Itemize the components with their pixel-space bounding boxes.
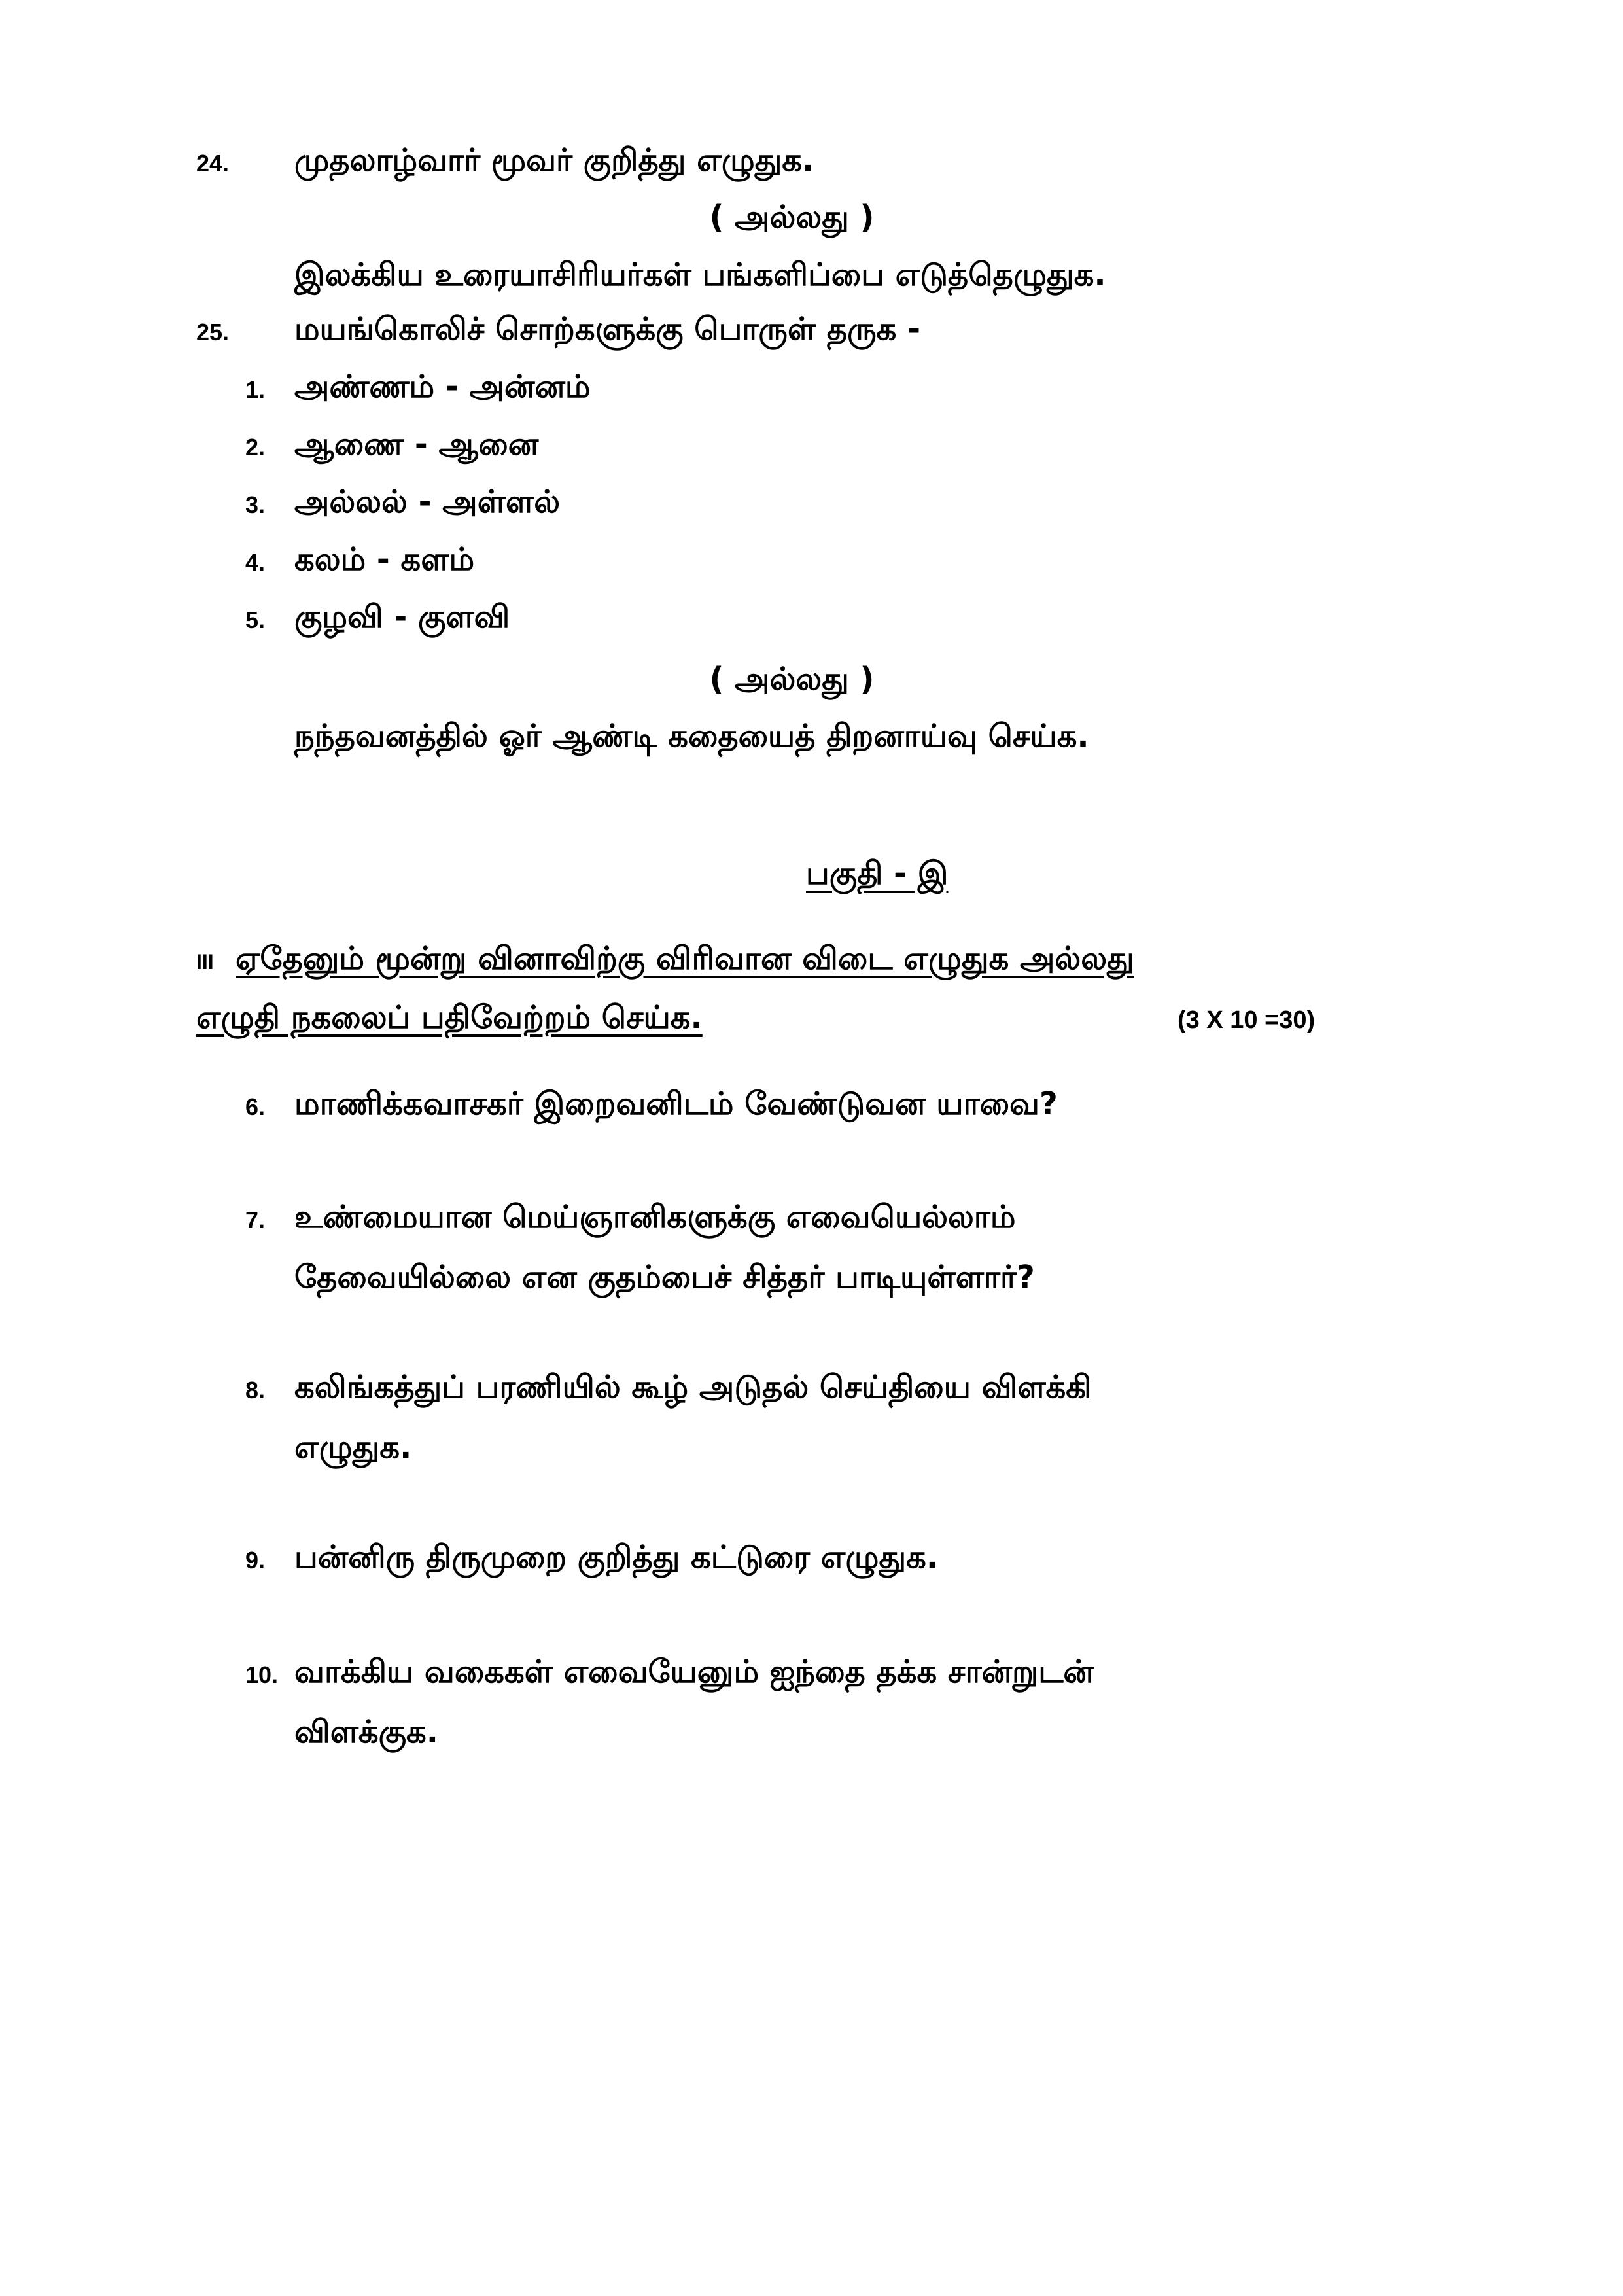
question-25-item-number: 1. xyxy=(245,376,266,403)
question-text: வாக்கிய வகைகள் எவையேனும் ஐந்தை தக்க சான்றுடன் xyxy=(294,1653,1094,1690)
question-text: பன்னிரு திருமுறை குறித்து கட்டுரை எழுதுக. xyxy=(294,1539,939,1576)
question-text-continued: தேவையில்லை என குதம்பைச் சித்தர் பாடியுள்ளார்? xyxy=(294,1259,1035,1296)
question-25-item-number: 4. xyxy=(245,549,266,576)
question-25-text: மயங்கொலிச் சொற்களுக்கு பொருள் தருக - xyxy=(294,311,920,347)
question-25-item: குழவி - குளவி xyxy=(294,599,510,635)
question-25-number: 25. xyxy=(196,319,230,345)
question-25-item: அல்லல் - அள்ளல் xyxy=(294,484,561,520)
question-text-continued: எழுதுக. xyxy=(294,1429,412,1466)
section-title: பகுதி - இ xyxy=(806,855,949,892)
question-24-text: முதலாழ்வார் மூவர் குறித்து எழுதுக. xyxy=(294,142,814,179)
question-number: 10. xyxy=(245,1661,279,1688)
question-25-item: கலம் - களம் xyxy=(294,541,475,578)
question-25-or: ( அல்லது ) xyxy=(709,661,875,698)
question-24-or: ( அல்லது ) xyxy=(709,199,875,236)
instruction-line-2: எழுதி நகலைப் பதிவேற்றம் செய்க. xyxy=(196,999,703,1036)
question-25-item-number: 3. xyxy=(245,491,266,518)
question-25-alternative: நந்தவனத்தில் ஓர் ஆண்டி கதையைத் திறனாய்வு செய்க. xyxy=(294,718,1089,754)
question-number: 6. xyxy=(245,1093,266,1120)
question-text: உண்மையான மெய்ஞானிகளுக்கு எவையெல்லாம் xyxy=(294,1199,1016,1235)
question-number: 9. xyxy=(245,1547,266,1574)
question-25-item: அண்ணம் - அன்னம் xyxy=(294,368,591,405)
question-25-item-number: 5. xyxy=(245,607,266,633)
question-number: 8. xyxy=(245,1377,266,1404)
question-25-item: ஆணை - ஆனை xyxy=(294,426,539,463)
question-text: மாணிக்கவாசகர் இறைவனிடம் வேண்டுவன யாவை? xyxy=(294,1086,1058,1122)
question-text-continued: விளக்குக. xyxy=(294,1714,438,1750)
question-number: 7. xyxy=(245,1207,266,1233)
section-marks: (3 X 10 =30) xyxy=(1178,1006,1316,1034)
question-text: கலிங்கத்துப் பரணியில் கூழ் அடுதல் செய்தியை விளக்கி xyxy=(294,1369,1092,1405)
instruction-prefix: III xyxy=(196,950,214,974)
instruction-line-1: ஏதேனும் மூன்று வினாவிற்கு விரிவான விடை எழுதுக அல்லது xyxy=(236,940,1134,977)
question-25-item-number: 2. xyxy=(245,434,266,461)
question-24-alternative: இலக்கிய உரையாசிரியர்கள் பங்களிப்பை எடுத்தெழுதுக. xyxy=(294,256,1106,293)
question-24-number: 24. xyxy=(196,150,230,177)
